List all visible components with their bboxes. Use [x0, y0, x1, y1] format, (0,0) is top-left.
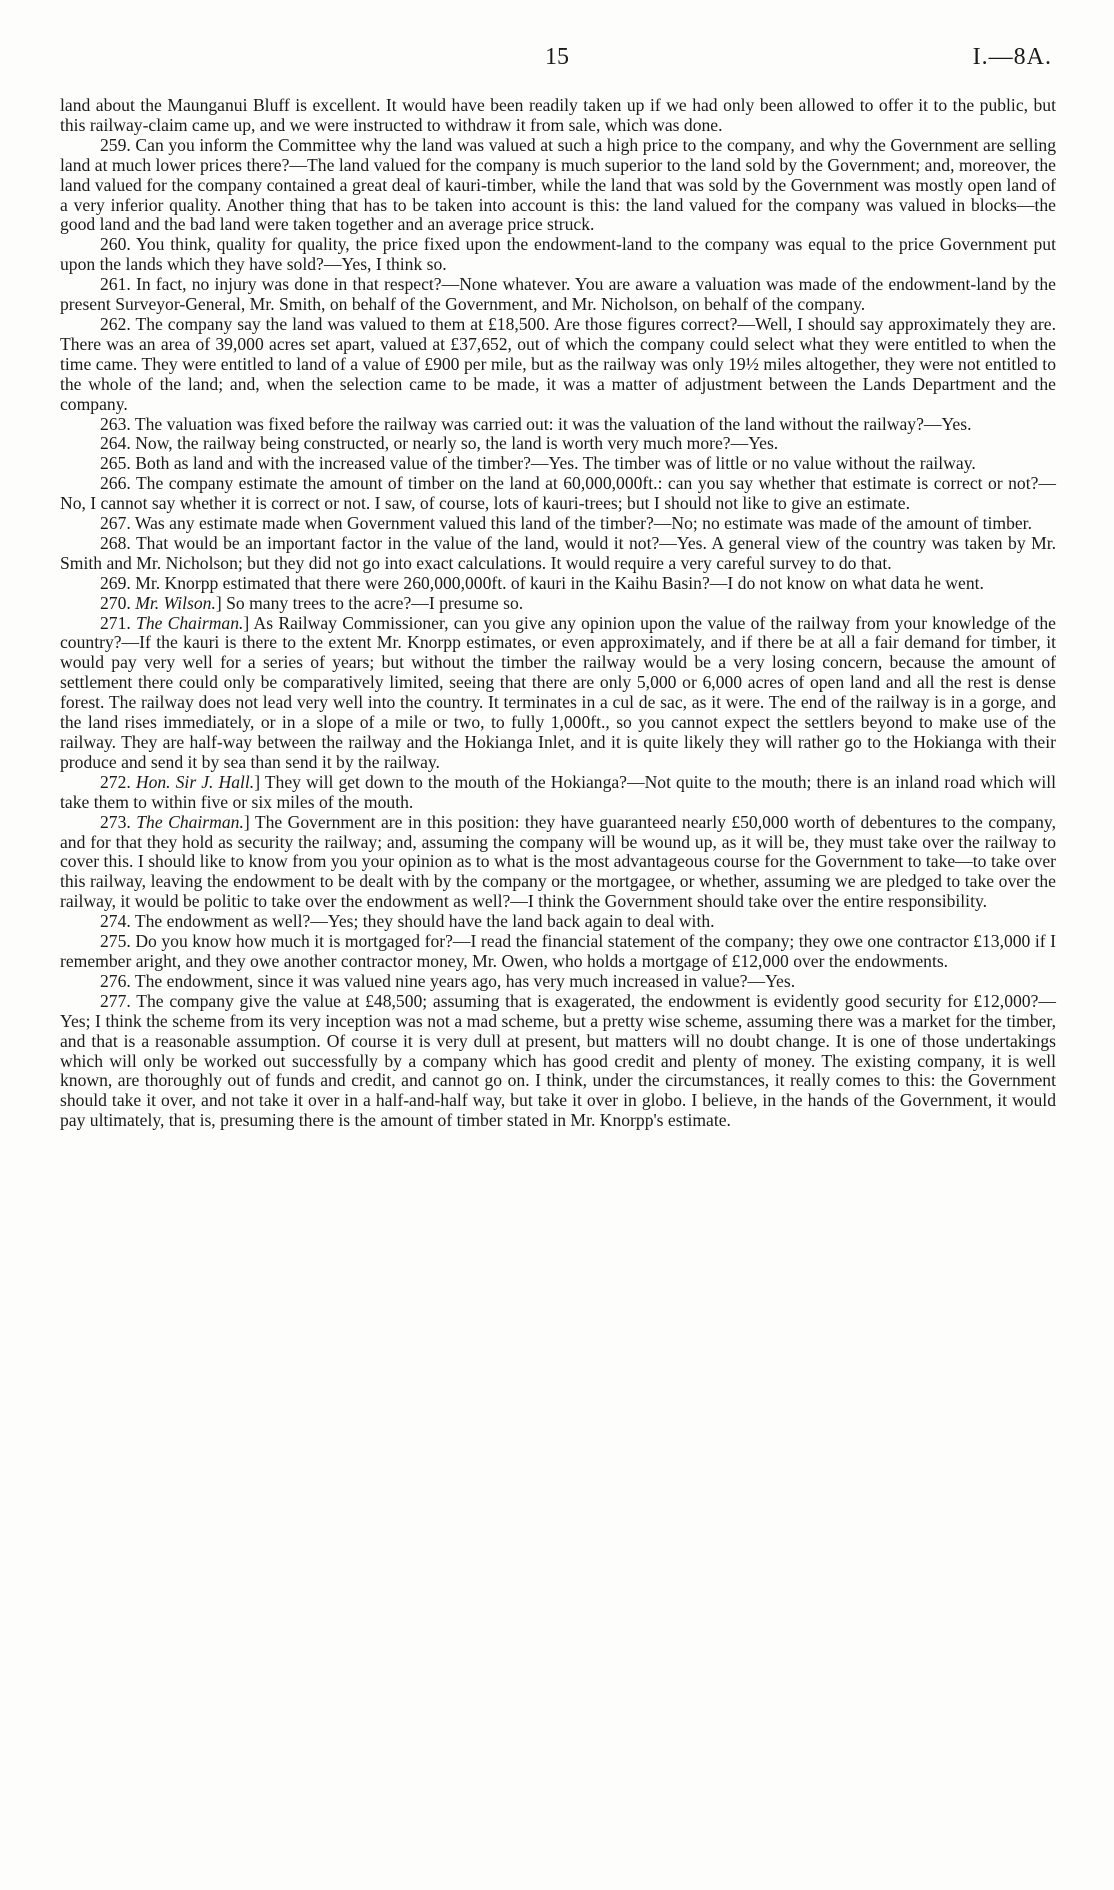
evidence-paragraph: [60, 454, 1056, 474]
question-number: 262.: [100, 313, 131, 334]
question-number: 263.: [100, 413, 131, 434]
paragraph-text: They will get down to the mouth of the Hokianga?—Not quite to the mouth; there is an inland road which will take them to within five or six miles of the mouth.: [60, 771, 1056, 812]
question-number: 276.: [100, 970, 131, 991]
paragraph-text: Can you inform the Committee why the land was valued at such a high price to the company, and why the Government are selling land at much lower prices there?—The land valued for the company is much superior to the land sold by the Government; and, moreover, the land valued for the company contained a great deal of kauri-timber, while the land that was sold by the Government was mostly open land of a very inferior quality. Another thing that has to be taken into account is this: the land valued for the company was valued in blocks—the good land and the bad land were taken together and an average price struck.: [60, 134, 1056, 235]
evidence-paragraph: [60, 813, 1056, 913]
paragraph-text: Was any estimate made when Government valued this land of the timber?—No; no estimate was made of the amount of timber.: [134, 513, 1032, 534]
evidence-paragraph: [60, 574, 1056, 594]
paragraph-text: Both as land and with the increased value of the timber?—Yes. The timber was of little or no value without the railway.: [135, 453, 976, 474]
speaker-bracket: ]: [243, 811, 250, 832]
evidence-paragraph: [60, 415, 1056, 435]
evidence-paragraph: [60, 614, 1056, 773]
question-number: 264.: [100, 433, 131, 454]
speaker-bracket: ]: [243, 612, 250, 633]
evidence-paragraph: [60, 514, 1056, 534]
speaker-name: Mr. Wilson.: [135, 592, 216, 613]
evidence-paragraph: [60, 235, 1056, 275]
page-header: [0, 44, 1114, 74]
question-number: 277.: [100, 990, 131, 1011]
paragraph-text: Now, the railway being constructed, or nearly so, the land is worth very much more?—Yes.: [135, 433, 779, 454]
evidence-paragraph: [60, 96, 1056, 136]
question-number: 273.: [100, 811, 131, 832]
evidence-paragraph: [60, 434, 1056, 454]
question-number: 267.: [100, 513, 131, 534]
speaker-name: The Chairman.: [136, 612, 244, 633]
document-body: [60, 96, 1056, 1131]
question-number: 272.: [100, 771, 131, 792]
paragraph-text: The Government are in this position: they have guaranteed nearly £50,000 worth of debentures to the company, and for that they hold as security the railway; and, assuming the company will be wound up, as it will be, they must take over the railway to cover this. I should like to know from you your opinion as to what is the most advantageous course for the Government to take—to take over this railway, leaving the endowment to be dealt with by the company or the mortgagee, or whether, assuming we are pledged to take over the railway, it would be politic to take over the endowment as well?—I think the Government should take over the entire responsibility.: [60, 811, 1056, 912]
question-number: 269.: [100, 572, 131, 593]
evidence-paragraph: [60, 972, 1056, 992]
speaker-bracket: ]: [254, 771, 261, 792]
question-number: 261.: [100, 274, 131, 295]
paragraph-text: As Railway Commissioner, can you give any opinion upon the value of the railway from your knowledge of the country?—If the kauri is there to the extent Mr. Knorpp estimates, or even approximately, and if there be at all a fair demand for timber, it would pay very well for a series of years; but without the timber the railway would be a very losing concern, because the amount of settlement there could only be comparatively limited, seeing that there are only 5,000 or 6,000 acres of open land and all the rest is dense forest. The railway does not lead very well into the country. It terminates in a cul de sac, as it were. The end of the railway is in a gorge, and the land rises immediately, or in a slope of a mile or two, to fully 1,000ft., so you cannot expect the settlers beyond to make use of the railway. They are half-way between the railway and the Hokianga Inlet, and it is quite likely they will rather go to the Hokianga with their produce and send it by sea than send it by the railway.: [60, 612, 1056, 772]
speaker-name: The Chairman.: [136, 811, 244, 832]
speaker-name: Hon. Sir J. Hall.: [135, 771, 255, 792]
evidence-paragraph: [60, 992, 1056, 1131]
evidence-paragraph: [60, 932, 1056, 972]
paragraph-text: Mr. Knorpp estimated that there were 260,000,000ft. of kauri in the Kaihu Basin?—I do not know on what data he went.: [135, 572, 984, 593]
question-number: 271.: [100, 612, 131, 633]
paragraph-text: The company say the land was valued to them at £18,500. Are those figures correct?—Well, I should say approximately they are. There was an area of 39,000 acres set apart, valued at £37,652, out of which the company could select what they were entitled to when the time came. They were entitled to land of a value of £900 per mile, but as the railway was only 19½ miles altogether, they were not entitled to the whole of the land; and, when the selection came to be made, it was a matter of adjustment between the Lands Department and the company.: [60, 313, 1056, 414]
evidence-paragraph: [60, 534, 1056, 574]
question-number: 266.: [100, 473, 131, 494]
question-number: 270.: [100, 592, 131, 613]
question-number: 275.: [100, 931, 131, 952]
evidence-paragraph: [60, 474, 1056, 514]
question-number: 259.: [100, 134, 131, 155]
speaker-bracket: ]: [215, 592, 222, 613]
evidence-paragraph: [60, 315, 1056, 415]
evidence-paragraph: [60, 773, 1056, 813]
document-reference: I.—8A.: [972, 44, 1052, 70]
question-number: 260.: [100, 234, 131, 255]
question-number: 265.: [100, 453, 131, 474]
evidence-paragraph: [60, 594, 1056, 614]
paragraph-text: In fact, no injury was done in that respect?—None whatever. You are aware a valuation was made of the endowment-land by the present Surveyor-General, Mr. Smith, on behalf of the Government, and Mr. Nicholson, on behalf of the company.: [60, 274, 1056, 315]
paragraph-text: Do you know how much it is mortgaged for?—I read the financial statement of the company; they owe one contractor £13,000 if I remember aright, and they owe another contractor money, Mr. Owen, who holds a mortgage of £12,000 over the endowments.: [60, 931, 1057, 971]
paragraph-text: The endowment, since it was valued nine years ago, has very much increased in value?—Yes.: [134, 970, 796, 991]
paragraph-text: So many trees to the acre?—I presume so.: [226, 592, 524, 613]
paragraph-text: The company give the value at £48,500; assuming that is exagerated, the endowment is evidently good security for £12,000?—Yes; I think the scheme from its very inception was not a mad scheme, but a pretty wise scheme, assuming there was a market for the timber, and that is a reasonable assumption. Of course it is very dull at present, but matters will no doubt change. It is one of those undertakings which will only be worked out successfully by a company which has good credit and plenty of money. The existing company, it is well known, are thoroughly out of funds and credit, and cannot go on. I think, under the circumstances, it really comes to this: the Government should take it over, and not take it over in a half-and-half way, but take it over in globo. I believe, in the hands of the Government, it would pay ultimately, that is, presuming there is the amount of timber stated in Mr. Knorpp's estimate.: [60, 990, 1056, 1131]
paragraph-text: The endowment as well?—Yes; they should have the land back again to deal with.: [134, 911, 715, 932]
question-number: 274.: [100, 911, 131, 932]
paragraph-text: You think, quality for quality, the price fixed upon the endowment-land to the company was equal to the price Government put upon the lands which they have sold?—Yes, I think so.: [60, 234, 1056, 275]
evidence-paragraph: [60, 136, 1056, 236]
paragraph-text: The company estimate the amount of timber on the land at 60,000,000ft.: can you say whether that estimate is correct or not?—No, I cannot say whether it is correct or not. I saw, of course, lots of kauri-trees; but I should not like to give an estimate.: [60, 473, 1056, 514]
evidence-paragraph: [60, 912, 1056, 932]
page-number: 15: [545, 44, 569, 70]
evidence-paragraph: [60, 275, 1056, 315]
paragraph-text: The valuation was fixed before the railway was carried out: it was the valuation of the land without the railway?—Yes.: [134, 413, 972, 434]
question-number: 268.: [100, 532, 131, 553]
paragraph-text: That would be an important factor in the value of the land, would it not?—Yes. A general view of the country was taken by Mr. Smith and Mr. Nicholson; but they did not go into exact calculations. It would require a very careful survey to do that.: [60, 532, 1056, 573]
paragraph-text: land about the Maunganui Bluff is excellent. It would have been readily taken up if we had only been allowed to offer it to the public, but this railway-claim came up, and we were instructed to withdraw it from sale, which was done.: [60, 95, 1056, 135]
